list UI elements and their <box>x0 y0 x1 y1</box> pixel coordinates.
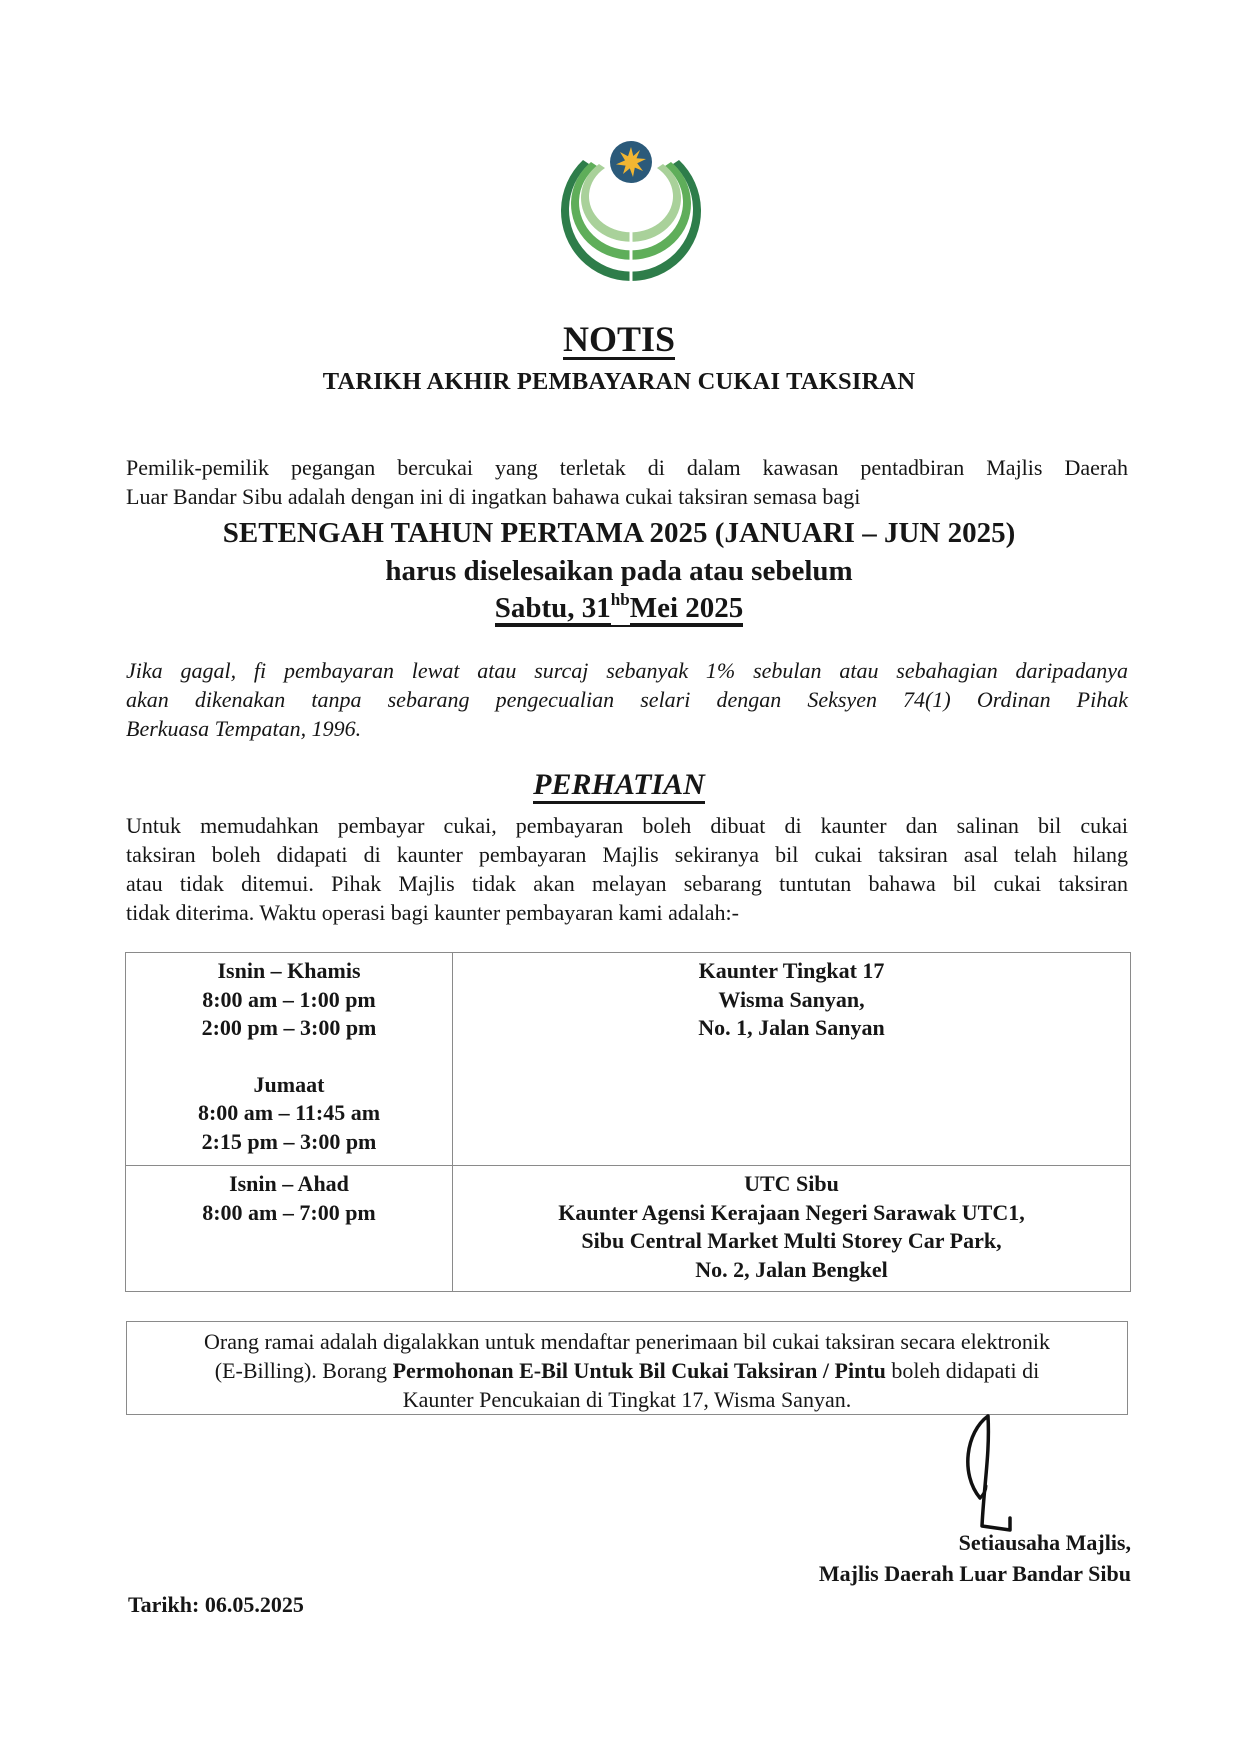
notice-title: NOTIS <box>562 319 676 359</box>
attention-line: atau tidak ditemui. Pihak Majlis tidak akan melayan sebarang tuntutan bahawa bil cukai taksiran <box>126 871 1128 896</box>
table-row <box>126 1166 1131 1292</box>
location-line: Kaunter Agensi Kerajaan Negeri Sarawak UTC1, <box>558 1199 1025 1225</box>
days-label: Isnin – Ahad <box>229 1171 349 1196</box>
handwritten-signature <box>958 1414 1038 1536</box>
penalty-paragraph <box>126 656 1128 743</box>
attention-line: Untuk memudahkan pembayar cukai, pembayaran boleh dibuat di kaunter dan salinan bil cukai <box>126 813 1128 838</box>
counter-location-cell <box>453 953 1131 1166</box>
deadline-date-day: Sabtu, 31 <box>494 592 611 624</box>
time-range: 8:00 am – 7:00 pm <box>202 1199 376 1225</box>
location-line: Sibu Central Market Multi Storey Car Park, <box>581 1228 1002 1253</box>
table-row <box>126 953 1131 1166</box>
operating-hours-cell <box>126 953 453 1166</box>
time-range: 8:00 am – 11:45 am <box>197 1100 381 1125</box>
deadline-date-ordinal: hb <box>610 590 630 609</box>
ebilling-line: Kaunter Pencukaian di Tingkat 17, Wisma Sanyan. <box>402 1387 852 1412</box>
signer-position: Setiausaha Majlis, <box>958 1530 1131 1555</box>
intro-line: Pemilik-pemilik pegangan bercukai yang terletak di dalam kawasan pentadbiran Majlis Daerah <box>126 455 1128 480</box>
penalty-line: Berkuasa Tempatan, 1996. <box>126 716 362 741</box>
payment-period: SETENGAH TAHUN PERTAMA 2025 (JANUARI – JUN 2025) <box>222 517 1016 549</box>
location-line: Kaunter Tingkat 17 <box>698 958 885 983</box>
time-range: 2:00 pm – 3:00 pm <box>201 1015 377 1040</box>
notice-date: Tarikh: 06.05.2025 <box>128 1592 304 1617</box>
deadline-date-month-year: Mei 2025 <box>629 592 744 624</box>
intro-line: Luar Bandar Sibu adalah dengan ini di ingatkan bahawa cukai taksiran semasa bagi <box>126 484 861 509</box>
location-line: UTC Sibu <box>744 1171 839 1196</box>
ebilling-line: (E-Billing). Borang Permohonan E-Bil Untuk Bil Cukai Taksiran / Pintu boleh didapati di <box>214 1358 1040 1383</box>
attention-line: taksiran boleh didapati di kaunter pembayaran Majlis sekiranya bil cukai taksiran asal telah hilang <box>126 842 1128 867</box>
location-line: No. 2, Jalan Bengkel <box>695 1256 888 1282</box>
ebilling-form-name: Permohonan E-Bil Untuk Bil Cukai Taksiran / Pintu <box>392 1358 886 1383</box>
operating-hours-cell <box>126 1166 453 1292</box>
intro-paragraph <box>126 453 1128 511</box>
counter-location-cell <box>453 1166 1131 1292</box>
ebilling-notice-box <box>126 1321 1128 1415</box>
days-label: Jumaat <box>253 1071 325 1097</box>
time-range: 8:00 am – 1:00 pm <box>202 986 376 1012</box>
payment-deadline <box>0 592 1238 627</box>
penalty-line: akan dikenakan tanpa sebarang pengecualian selari dengan Seksyen 74(1) Ordinan Pihak <box>126 687 1128 712</box>
council-logo <box>553 140 709 296</box>
days-label: Isnin – Khamis <box>217 958 361 983</box>
attention-heading: PERHATIAN <box>0 768 1238 804</box>
location-line: Wisma Sanyan, <box>718 986 865 1012</box>
payment-instruction: harus diselesaikan pada atau sebelum <box>385 555 853 587</box>
notice-subtitle: TARIKH AKHIR PEMBAYARAN CUKAI TAKSIRAN <box>322 368 916 395</box>
signer-organization: Majlis Daerah Luar Bandar Sibu <box>818 1561 1131 1586</box>
location-line: No. 1, Jalan Sanyan <box>698 1015 885 1040</box>
ebilling-line: Orang ramai adalah digalakkan untuk mendaftar penerimaan bil cukai taksiran secara elektronik <box>203 1329 1051 1354</box>
attention-paragraph <box>126 811 1128 927</box>
attention-line: tidak diterima. Waktu operasi bagi kaunter pembayaran kami adalah:- <box>126 900 739 925</box>
penalty-line: Jika gagal, fi pembayaran lewat atau surcaj sebanyak 1% sebulan atau sebahagian daripadanya <box>126 658 1128 683</box>
time-range: 2:15 pm – 3:00 pm <box>201 1128 377 1154</box>
counter-hours-table <box>125 952 1131 1292</box>
